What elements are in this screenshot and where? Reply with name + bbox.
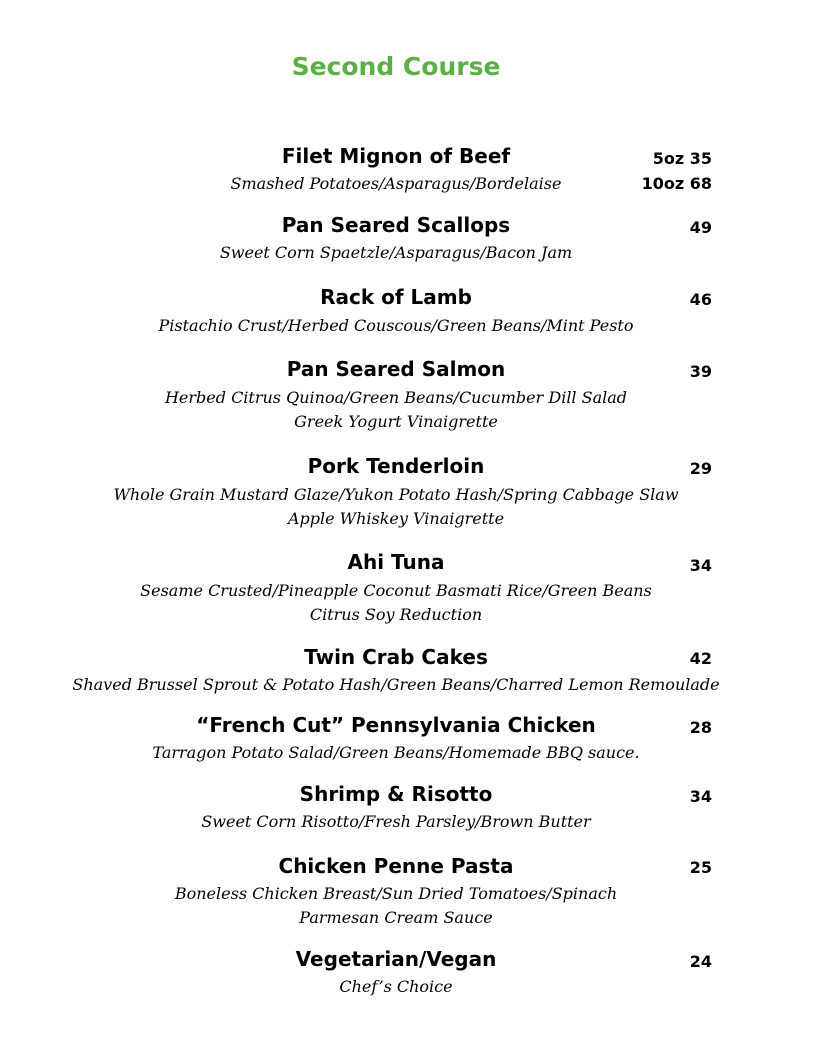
menu-item-description: Pistachio Crust/Herbed Couscous/Green Beans/Mint Pesto	[158, 316, 634, 335]
menu-item-name: “French Cut” Pennsylvania Chicken	[196, 713, 596, 737]
menu-item-description: Shaved Brussel Sprout & Potato Hash/Green Beans/Charred Lemon Remoulade	[72, 675, 720, 694]
menu-item-name: Rack of Lamb	[320, 285, 472, 309]
menu-item-price: 24	[689, 952, 712, 971]
menu-item-description: Parmesan Cream Sauce	[299, 908, 493, 927]
menu-item-description: Chef’s Choice	[339, 977, 453, 996]
menu-item-description: Herbed Citrus Quinoa/Green Beans/Cucumber Dill Salad	[164, 388, 628, 407]
menu-item-description: Tarragon Potato Salad/Green Beans/Homemade BBQ sauce.	[152, 743, 640, 762]
menu-item-name: Shrimp & Risotto	[299, 782, 493, 806]
menu-item-price-large: 10oz 68	[641, 174, 712, 193]
menu-item-description: Smashed Potatoes/Asparagus/Bordelaise	[230, 174, 562, 193]
menu-item-price: 42	[689, 649, 712, 668]
menu-item-description: Sweet Corn Spaetzle/Asparagus/Bacon Jam	[219, 243, 573, 262]
menu-item-description: Whole Grain Mustard Glaze/Yukon Potato Hash/Spring Cabbage Slaw	[113, 485, 679, 504]
menu-item-price: 34	[689, 787, 712, 806]
menu-item-price: 28	[689, 718, 712, 737]
menu-item-description: Boneless Chicken Breast/Sun Dried Tomatoes/Spinach	[174, 884, 618, 903]
menu-item-price: 46	[689, 290, 712, 309]
menu-item-name: Twin Crab Cakes	[304, 645, 488, 669]
menu-item-name: Pan Seared Scallops	[281, 213, 511, 237]
menu-item-price: 29	[689, 459, 712, 478]
menu-item-description: Citrus Soy Reduction	[309, 605, 483, 624]
menu-item-price: 39	[689, 362, 712, 381]
menu-item-price: 25	[689, 858, 712, 877]
menu-item-description: Apple Whiskey Vinaigrette	[287, 509, 505, 528]
menu-item-name: Pork Tenderloin	[307, 454, 485, 478]
menu-item-description: Sesame Crusted/Pineapple Coconut Basmati Rice/Green Beans	[140, 581, 652, 600]
menu-item-name: Chicken Penne Pasta	[278, 854, 514, 878]
menu-item-name: Ahi Tuna	[347, 550, 445, 574]
menu-item-price: 34	[689, 556, 712, 575]
menu-item-description: Greek Yogurt Vinaigrette	[294, 412, 498, 431]
menu-item-description: Sweet Corn Risotto/Fresh Parsley/Brown Butter	[201, 812, 591, 831]
menu-item-price: 49	[689, 218, 712, 237]
menu-item-name: Vegetarian/Vegan	[295, 947, 497, 971]
menu-item-price: 5oz 35	[652, 149, 712, 168]
menu-item-name: Pan Seared Salmon	[286, 357, 506, 381]
page-title: Second Course	[291, 52, 501, 81]
menu-item-name: Filet Mignon of Beef	[281, 144, 511, 168]
